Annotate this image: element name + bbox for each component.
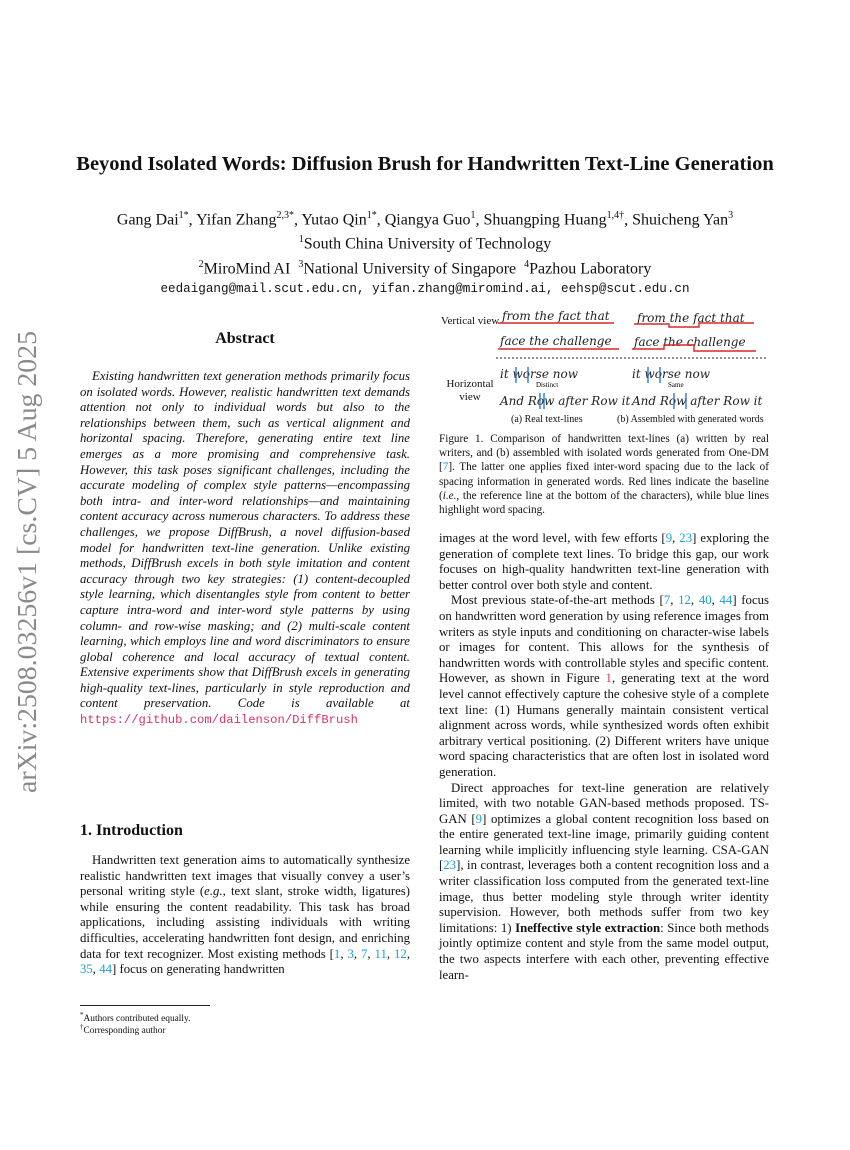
author-sup: 2,3*	[276, 210, 294, 221]
affiliation: National University of Singapore	[303, 259, 517, 277]
figure-note: Same	[668, 381, 684, 389]
text-run: i.e.	[442, 489, 457, 502]
footnote-text: Corresponding author	[83, 1026, 166, 1037]
citation-link[interactable]: 23	[679, 531, 693, 545]
bold-run: Ineffective style extraction	[515, 920, 661, 935]
text-run: ] exploring the generation of complete text lines. To bridge this gap, our work focuses on high-quality handwritten text-line generation with better control over both style and content.	[439, 531, 769, 592]
figure-1	[439, 305, 774, 430]
text-run: ], in contrast, leverages both a content recognition loss and a writer classification loss computed from the generated text-line image, thus better modeling style through writer identity supervision. However, both methods suffer from two key limitations: 1)	[439, 858, 769, 935]
author-name: Shuicheng Yan	[632, 211, 729, 229]
text-run: Handwritten text generation aims to automatically synthesize realistic handwritten text images that visually convey a user’s personal writing style (	[80, 853, 410, 899]
text-run: ] focus on generating handwritten	[112, 962, 285, 977]
citation-link[interactable]: 1	[333, 946, 341, 961]
citation-link[interactable]: 3	[347, 946, 354, 961]
footnote-mark: *	[80, 1011, 84, 1019]
abstract-body	[80, 369, 410, 729]
handwriting-line: from the fact that	[637, 311, 745, 325]
affiliation: South China University of Technology	[303, 235, 552, 253]
citation-link[interactable]: 40	[698, 593, 712, 608]
citation-link[interactable]: 44	[99, 962, 112, 977]
author-sup: 1	[470, 210, 476, 221]
text-run: e.g.	[204, 884, 223, 899]
affil-sup: 4	[524, 258, 530, 270]
handwriting-line: And Row after Row it	[500, 394, 631, 408]
citation-link[interactable]: 7	[663, 593, 671, 608]
citation-link[interactable]: 7	[442, 461, 449, 474]
text-run: images at the word level, with few efforts [	[439, 531, 666, 545]
author-sup: 1*	[366, 210, 377, 221]
handwriting-line: it worse now	[500, 367, 579, 381]
row-label-vertical: Vertical view	[440, 315, 500, 327]
citation-link[interactable]: 12	[394, 946, 407, 961]
text-run: Most previous state-of-the-art methods [	[451, 593, 664, 608]
author-name: Gang Dai	[116, 211, 179, 229]
handwriting-samples	[494, 305, 774, 413]
author-name: Qiangya Guo	[384, 211, 471, 229]
citation-link[interactable]: 23	[443, 858, 457, 873]
text-run: Figure 1. Comparison of handwritten text-lines (a) written by real writers, and (b) assembled with isolated words generated from One-DM [	[439, 433, 769, 474]
author-name: Yutao Qin	[301, 211, 367, 229]
author-sup: 1,4†	[606, 210, 625, 221]
arxiv-identifier-text: arXiv:2508.03256v1 [cs.CV] 5 Aug 2025	[12, 344, 42, 793]
text-run: , text slant, stroke width, ligatures) while ensuring the content readability. This task has broad applications, including assisting individuals with writing difficulties, accelerating handwritten font design, and enriching data for text recognizer. Most existing methods [	[80, 884, 410, 961]
affiliation-line-2	[40, 255, 810, 279]
text-run: Direct approaches for text-line generation are relatively limited, with two notable GAN-based methods proposed. TS-GAN [	[439, 780, 769, 826]
text-run: , the reference line at the bottom of the characters), while blue lines highlight word spacing.	[439, 489, 769, 517]
affiliation: Pazhou Laboratory	[529, 259, 652, 277]
footnote-mark: †	[80, 1023, 84, 1031]
row-label-horizontal: Horizontal view	[446, 378, 494, 403]
author-name: Shuangping Huang	[483, 211, 607, 229]
handwriting-line: from the fact that	[502, 309, 610, 323]
author-sup: 1*	[178, 210, 189, 221]
citation-link[interactable]: 9	[475, 811, 483, 826]
abstract-heading: Abstract	[215, 330, 275, 347]
section-heading-introduction: 1. Introduction	[80, 822, 183, 839]
text-run: ] optimizes a global content recognition loss based on the entire generated text-line image, primarily guiding content learning while implicitly influencing style learning. CSA-GAN [	[439, 811, 769, 873]
citation-link[interactable]: 9	[665, 531, 673, 545]
footnote-2	[80, 1022, 166, 1037]
subfigure-label-b: (b) Assembled with generated words	[617, 414, 764, 425]
footnote-text: Authors contributed equally.	[83, 1014, 191, 1025]
author-name: Yifan Zhang	[196, 211, 277, 229]
citation-link[interactable]: 12	[678, 593, 691, 608]
subfigure-label-a: (a) Real text-lines	[511, 414, 583, 425]
citation-link[interactable]: 11	[374, 946, 387, 961]
text-run: ] focus on handwritten word generation by using reference images from writers as style inputs and conditioning on character-wise labels or images for content. This allows for the synthesis of handwritten words with controllable styles and specific content. However, as shown in Figure	[439, 593, 770, 686]
text-run: : Since both methods jointly optimize content and style from the same model output, the two aspects interfere with each other, preventing effective learn-	[439, 920, 770, 982]
paragraph: Most previous state-of-the-art methods [7, 12, 40, 44] focus on handwritten word generation by using reference images from writers as style inputs and conditioning on character-wise labels or images for content. This allows for the synthesis of handwritten words with controllable styles and specific content. However, as shown in Figure 1, generating text at the word level cannot effectively capture the cohesive style of a complete text line: (1) Humans generally maintain consistent vertical alignment across words, while synthesized words often exhibit arbitrary vertical positioning. (2) Different writers have unique word spacing characteristics that are often lost in isolated word generation.	[439, 593, 770, 779]
handwriting-line: it worse now	[632, 367, 711, 381]
paragraph: images at the word level, with few efforts [9, 23] exploring the generation of complete text lines. To bridge this gap, our work focuses on high-quality handwritten text-line generation with better control over both style and content.	[439, 531, 769, 592]
citation-link[interactable]: 44	[719, 593, 733, 608]
author-sup: 3	[728, 210, 734, 221]
handwriting-line: And Row after Row it	[632, 394, 763, 408]
affiliation-line-1	[40, 230, 810, 254]
text-run: ]. The latter one applies fixed inter-word spacing due to the lack of spacing information in generated words. Red lines indicate the baseline (	[439, 461, 769, 502]
code-link[interactable]: https://github.com/dailenson/DiffBrush	[80, 713, 358, 728]
paper-title: Beyond Isolated Words: Diffusion Brush for Handwritten Text-Line Generation	[76, 153, 774, 175]
arxiv-identifier	[2, 325, 46, 795]
affil-sup: 2	[198, 258, 204, 270]
handwriting-line: face the challenge	[500, 334, 612, 348]
intro-paragraph: Handwritten text generation aims to automatically synthesize realistic handwritten text images that visually convey a user’s personal writing style (e.g., text slant, stroke width, ligatures) while ensuring the content readability. This task has broad applications, including assisting individuals with writing difficulties, accelerating handwritten font design, and enriching data for text recognizer. Most existing methods [1, 3, 7, 11, 12, 35, 44] focus on generating handwritten	[80, 853, 411, 977]
footnote-rule	[80, 1005, 210, 1006]
text-run: , generating text at the word level cannot effectively capture the cohesive style of a complete text line: (1) Humans generally maintain consistent vertical alignment across words, while synthesized words often exhibit arbitrary vertical positioning. (2) Different writers have unique word spacing characteristics that are often lost in isolated word generation.	[439, 671, 769, 779]
figure-note: Distinct	[536, 381, 559, 389]
affil-sup: 1	[298, 234, 304, 246]
author-names: Gang Dai$^{1*}$, Yifan Zhang$^{2,3*}$, Yutao Qin$^{1*}$, Qiangya Guo$^1$, Shuangping Huang$^{1,4\dagger}$, Shuicheng Yan$^3$	[116, 210, 734, 229]
handwriting-line: face the challenge	[634, 335, 746, 349]
citation-link[interactable]: 7	[361, 946, 368, 961]
author-block	[40, 206, 810, 299]
affil-sup: 3	[298, 258, 304, 270]
abstract-text: Existing handwritten text generation methods primarily focus on isolated words. However, realistic handwritten text demands attention not only to individual words but also to the relationships between them, such as vertical alignment and horizontal spacing. Therefore, generating entire text line emerges as a more promising and comprehensive task. However, this task poses significant challenges, including the accurate modeling of complex style patterns—encompassing both intra- and inter-word relationships—and maintaining content accuracy across numerous characters. To address these challenges, we propose DiffBrush, a novel diffusion-based model for handwritten text-line generation. Unlike existing methods, DiffBrush excels in both style imitation and content accuracy through two key strategies: (1) content-decoupled style learning, which disentangles style from content to better capture intra-word and inter-word style patterns by using column- and row-wise masking; and (2) multi-scale content learning, which employs line and word discriminators to ensure global coherence and local accuracy of textual content. Extensive experiments show that DiffBrush excels in generating high-quality text-lines, particularly in style reproduction and content preservation. Code is available at	[80, 369, 410, 711]
figure-caption	[439, 432, 769, 517]
citation-link[interactable]: 35	[80, 962, 93, 977]
author-emails: eedaigang@mail.scut.edu.cn, yifan.zhang@miromind.ai, eehsp@scut.edu.cn	[160, 281, 690, 296]
figure-ref-link[interactable]: 1	[605, 671, 612, 686]
affiliation: MiroMind AI	[203, 259, 291, 277]
right-column-body	[439, 531, 769, 983]
paragraph	[439, 781, 769, 984]
